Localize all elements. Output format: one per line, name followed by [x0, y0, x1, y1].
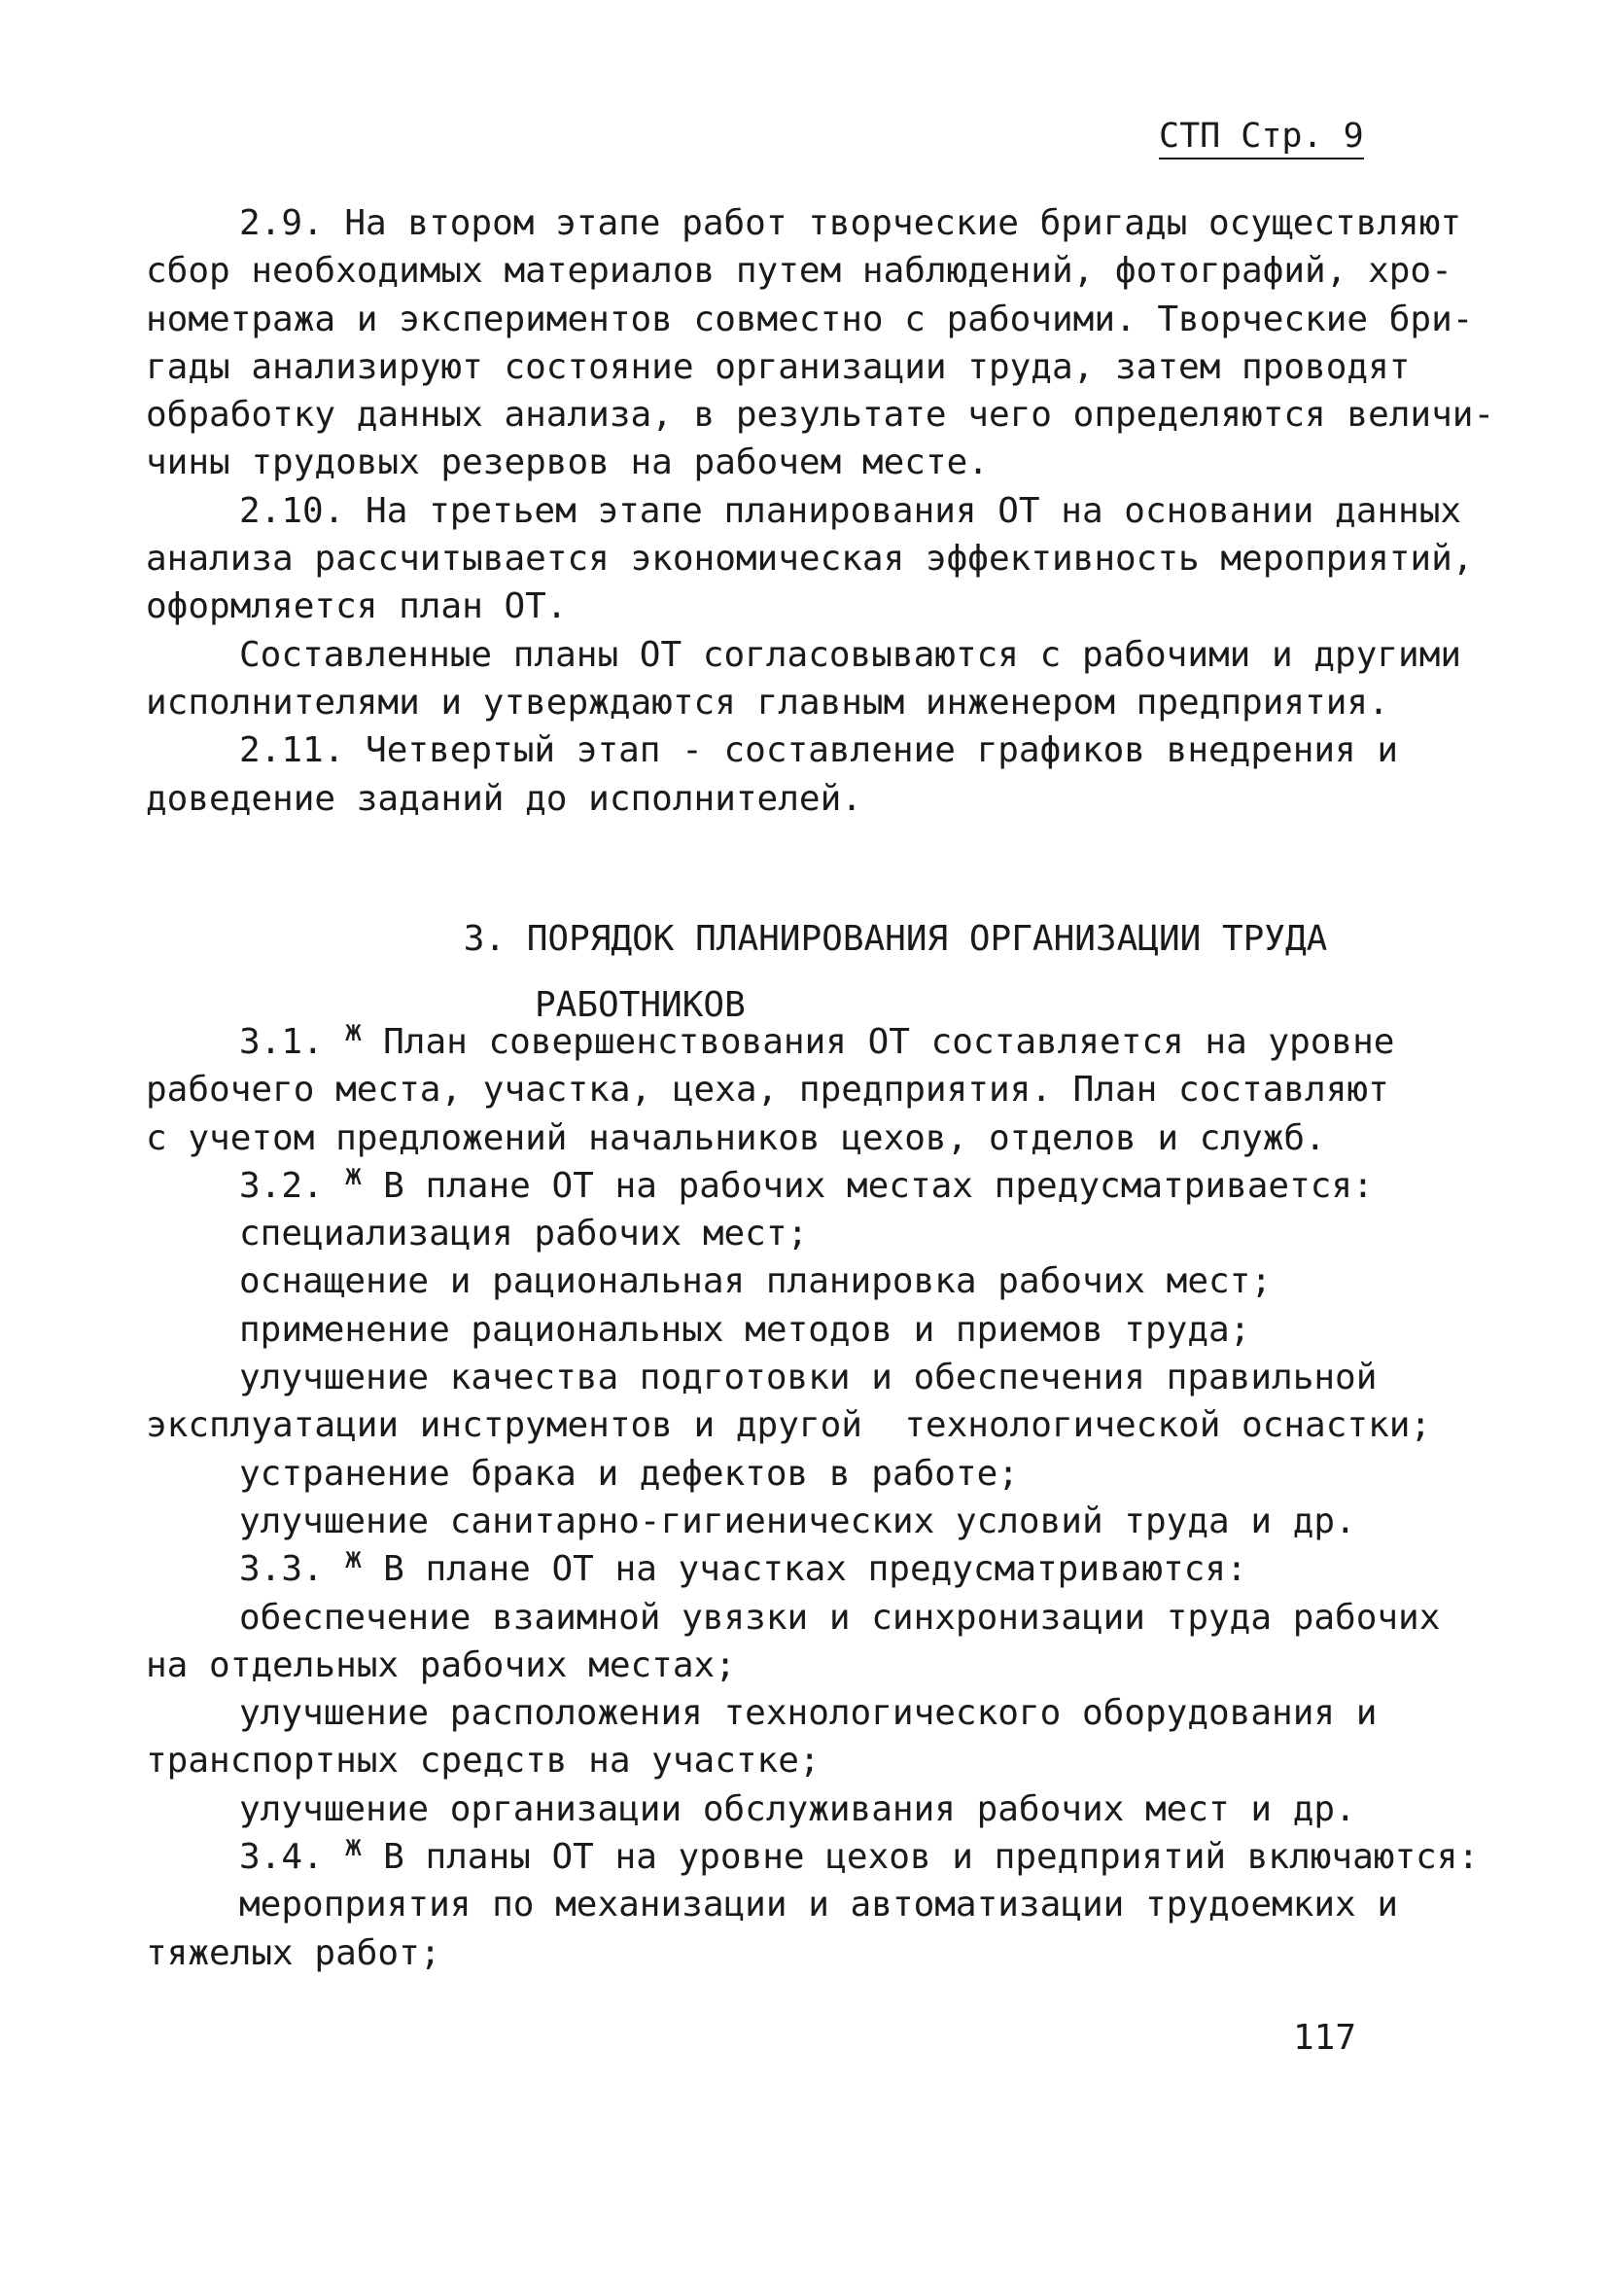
- line-text: улучшение качества подготовки и обеспечения правильной: [239, 1358, 1378, 1398]
- text-line: [146, 1929, 1429, 1977]
- text-line: [146, 679, 1400, 726]
- line-text: В плане ОТ на участках предусматриваются:: [362, 1549, 1247, 1590]
- text-line: [146, 1306, 1429, 1354]
- line-text: нометража и экспериментов совместно с рабочими. Творческие бри-: [146, 299, 1474, 339]
- revision-mark: ж: [344, 1541, 363, 1576]
- text-line: [146, 1401, 1432, 1449]
- revision-mark: ж: [344, 1014, 363, 1048]
- text-block-section-2: [146, 199, 1495, 823]
- line-text: мероприятия по механизации и автоматизации трудоемких и: [239, 1885, 1399, 1925]
- line-text: оформляется план ОТ.: [146, 586, 568, 627]
- text-line: [146, 1689, 1429, 1737]
- paragraph-number: 3.4.: [239, 1837, 345, 1878]
- line-text: исполнителями и утверждаются главным инженером предприятия.: [146, 682, 1389, 723]
- paragraph-number: 3.1.: [239, 1022, 345, 1062]
- text-line: [146, 583, 1400, 630]
- text-line: [146, 535, 1474, 583]
- line-text: доведение заданий до исполнителей.: [146, 778, 862, 819]
- text-line: [146, 1114, 1429, 1162]
- text-block-section-3: [146, 1014, 1480, 1977]
- line-text: транспортных средств на участке;: [146, 1741, 821, 1782]
- text-line: [146, 343, 1411, 391]
- line-text: В плане ОТ на рабочих местах предусматривается:: [362, 1165, 1374, 1206]
- line-text: 2.10. На третьем этапе планирования ОТ на основании данных: [239, 490, 1462, 531]
- line-text: рабочего места, участка, цеха, предприятия. План составляют: [146, 1070, 1389, 1111]
- text-line: [146, 1354, 1429, 1401]
- text-line: [146, 1257, 1429, 1305]
- text-line: [146, 775, 1400, 823]
- line-text: устранение брака и дефектов в работе;: [239, 1453, 1019, 1494]
- text-line: [146, 1737, 1429, 1784]
- text-line: [146, 1498, 1429, 1545]
- section-title-line-2: РАБОТНИКОВ: [535, 985, 746, 1025]
- text-line: [146, 1541, 1429, 1593]
- line-text: улучшение санитарно-гигиенических условий труда и др.: [239, 1501, 1356, 1541]
- text-line: [146, 1829, 1480, 1881]
- line-text: применение рациональных методов и приемов труда;: [239, 1309, 1251, 1350]
- revision-mark: ж: [344, 1829, 363, 1864]
- text-line: [146, 487, 1462, 535]
- text-line: [146, 726, 1400, 774]
- text-line: [146, 1210, 1429, 1257]
- text-line: [146, 631, 1462, 679]
- line-text: гады анализируют состояние организации труда, затем проводят: [146, 346, 1411, 387]
- text-line: [146, 1014, 1429, 1066]
- line-text: с учетом предложений начальников цехов, отделов и служб.: [146, 1117, 1326, 1158]
- line-text: улучшение расположения технологического оборудования и: [239, 1693, 1378, 1734]
- text-line: [146, 391, 1495, 439]
- line-text: 2.9. На втором этапе работ творческие бригады осуществляют: [239, 203, 1462, 243]
- line-text: эксплуатации инструментов и другой технологической оснастки;: [146, 1405, 1432, 1446]
- text-line: [146, 1785, 1429, 1833]
- line-text: 2.11. Четвертый этап - составление графиков внедрения и: [239, 730, 1399, 771]
- text-line: [146, 439, 1400, 486]
- line-text: оснащение и рациональная планировка рабочих мест;: [239, 1261, 1273, 1302]
- line-text: улучшение организации обслуживания рабочих мест и др.: [239, 1788, 1356, 1829]
- page-number: 117: [1293, 2018, 1357, 2058]
- text-line: [146, 1157, 1429, 1210]
- text-line: [146, 1881, 1429, 1928]
- text-line: [146, 1642, 1429, 1689]
- line-text: обработку данных анализа, в результате чего определяются величи-: [146, 395, 1495, 436]
- text-line: [146, 247, 1452, 295]
- text-line: [146, 1594, 1441, 1642]
- text-line: [146, 1066, 1429, 1113]
- line-text: обеспечение взаимной увязки и синхронизации труда рабочих: [239, 1597, 1441, 1638]
- text-line: [146, 296, 1474, 343]
- line-text: тяжелых работ;: [146, 1932, 441, 1973]
- paragraph-number: 3.3.: [239, 1549, 345, 1590]
- line-text: анализа рассчитывается экономическая эффективность мероприятий,: [146, 539, 1474, 580]
- section-title-line-1: 3. ПОРЯДОК ПЛАНИРОВАНИЯ ОРГАНИЗАЦИИ ТРУДА: [463, 919, 1328, 959]
- page-header: СТП Стр. 9: [1159, 117, 1364, 159]
- revision-mark: ж: [344, 1157, 363, 1192]
- line-text: План совершенствования ОТ составляется на уровне: [362, 1022, 1395, 1062]
- line-text: Составленные планы ОТ согласовываются с рабочими и другими: [239, 634, 1462, 675]
- line-text: специализация рабочих мест;: [239, 1214, 809, 1254]
- text-line: [146, 199, 1462, 247]
- line-text: на отдельных рабочих местах;: [146, 1644, 736, 1685]
- line-text: чины трудовых резервов на рабочем месте.: [146, 442, 989, 483]
- line-text: сбор необходимых материалов путем наблюдений, фотографий, хро-: [146, 251, 1452, 292]
- line-text: В планы ОТ на уровне цехов и предприятий включаются:: [362, 1837, 1480, 1878]
- paragraph-number: 3.2.: [239, 1165, 345, 1206]
- text-line: [146, 1450, 1429, 1498]
